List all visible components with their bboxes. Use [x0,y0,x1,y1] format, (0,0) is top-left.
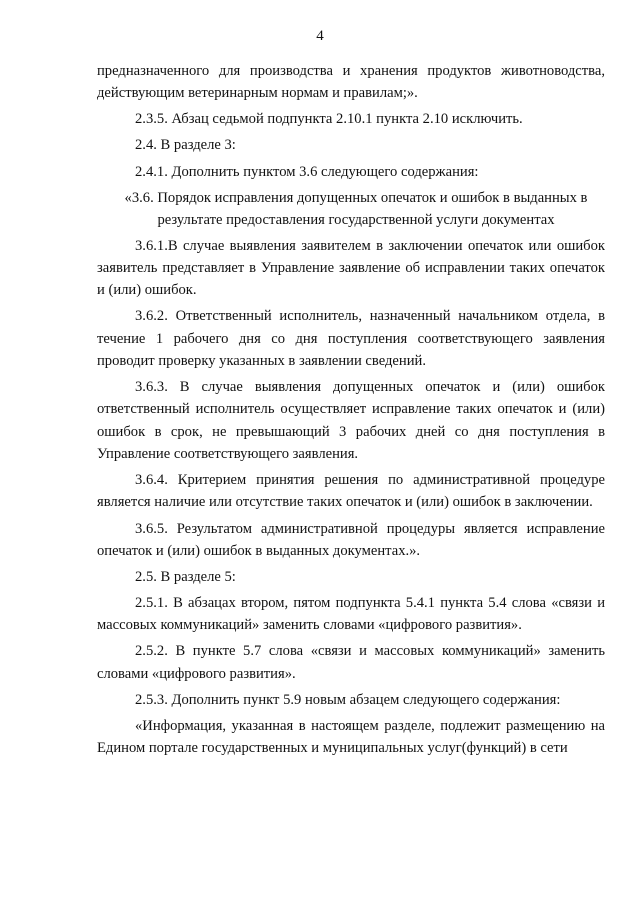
paragraph-2-3-5: 2.3.5. Абзац седьмой подпункта 2.10.1 пункта 2.10 исключить. [135,111,523,128]
paragraph-2-5-2: 2.5.2. В пункте 5.7 слова «связи и массовых коммуникаций» заменить словами «цифрового развития». [97,643,605,682]
paragraph-3-6-3: 3.6.3. В случае выявления допущенных опечаток и (или) ошибок ответственный исполнитель осуществляет исправление таких опечаток и (или) ошибок в срок, не превышающий 3 рабочих дней со дня поступления в Управление соответствующего заявления. [97,379,605,463]
paragraph-2-4: 2.4. В разделе 3: [135,137,236,154]
paragraph-2-5-3: 2.5.3. Дополнить пункт 5.9 новым абзацем следующего содержания: [135,691,561,708]
paragraph-3-6-5: 3.6.5. Результатом административной процедуры является исправление опечаток и (или) ошибок в выданных документах.». [97,520,605,559]
paragraph-2-5-1: 2.5.1. В абзацах втором, пятом подпункта 5.4.1 пункта 5.4 слова «связи и массовых коммуникаций» заменить словами «цифрового развития». [97,595,605,634]
paragraph-3-6-2: 3.6.2. Ответственный исполнитель, назначенный начальником отдела, в течение 1 рабочего дня со дня поступления соответствующего заявления проводит проверку указанных в заявлении сведений. [97,308,605,370]
paragraph-3-6-1: 3.6.1.В случае выявления заявителем в заключении опечаток или ошибок заявитель представляет в Управление заявление об исправлении таких опечаток и (или) ошибок. [97,237,605,299]
paragraph-quote-5-9: «Информация, указанная в настоящем разделе, подлежит размещению на Едином портале государственных и муниципальных услуг(функций) в сети [97,717,605,757]
paragraph-2-5: 2.5. В разделе 5: [135,568,236,585]
page-number: 4 [316,28,324,44]
paragraph-2-4-1: 2.4.1. Дополнить пунктом 3.6 следующего содержания: [135,163,479,180]
paragraph-continuation: предназначенного для производства и хранения продуктов животноводства, действующим ветеринарным нормам и правилам;». [97,63,605,102]
paragraph-3-6-4: 3.6.4. Критерием принятия решения по административной процедуре является наличие или отсутствие таких опечаток и (или) ошибок в заключении. [97,472,605,511]
section-heading-3-6: «3.6. Порядок исправления допущенных опечаток и ошибок в выданных в результате предоставления государственной услуги документах [124,189,588,228]
document-body [97,60,605,763]
